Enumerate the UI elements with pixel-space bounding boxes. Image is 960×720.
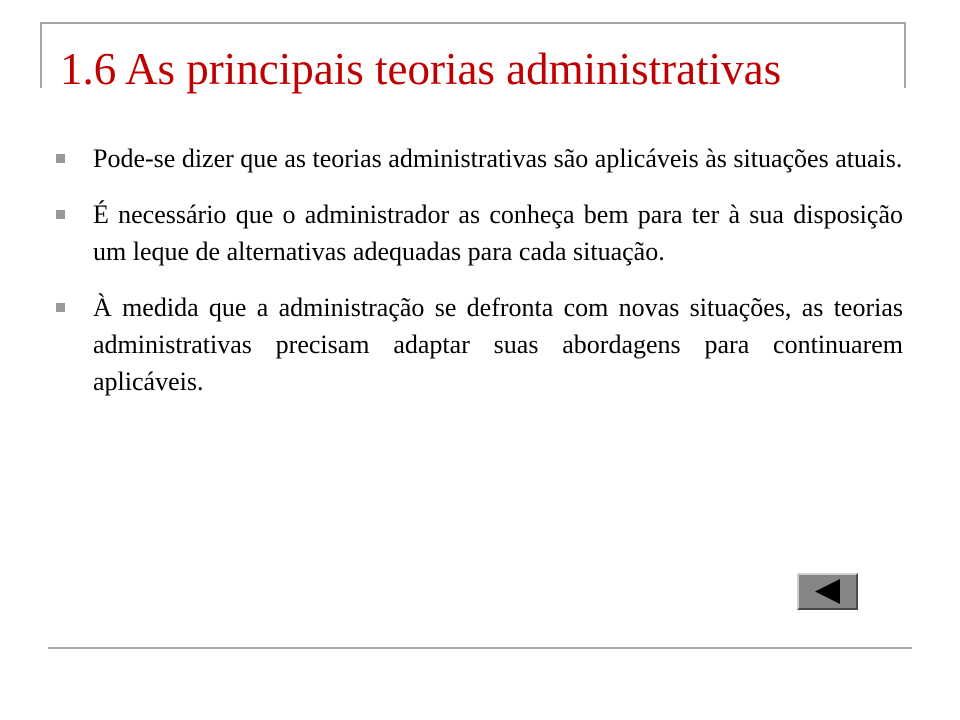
frame-top-line [40, 22, 906, 24]
frame-right-line [904, 22, 906, 88]
slide-title: 1.6 As principais teorias administrativas [60, 44, 782, 94]
bullet-item [56, 196, 903, 270]
bullet-item [56, 140, 903, 177]
triangle-left-icon [799, 575, 856, 608]
frame-left-line [40, 22, 42, 88]
square-bullet-icon [56, 210, 65, 219]
square-bullet-icon [56, 303, 65, 312]
bullet-list [56, 140, 903, 419]
back-button[interactable] [797, 573, 858, 610]
bullet-text: Pode-se dizer que as teorias administrativas são aplicáveis às situações atuais. [93, 144, 903, 173]
bullet-text: É necessário que o administrador as conheça bem para ter à sua disposição um leque de alternativas adequadas para cada situação. [93, 200, 903, 266]
bullet-item [56, 289, 903, 400]
square-bullet-icon [56, 154, 65, 163]
footer-divider [48, 647, 912, 649]
bullet-text: À medida que a administração se defronta com novas situações, as teorias administrativas precisam adaptar suas abordagens para continuarem aplicáveis. [93, 293, 903, 396]
